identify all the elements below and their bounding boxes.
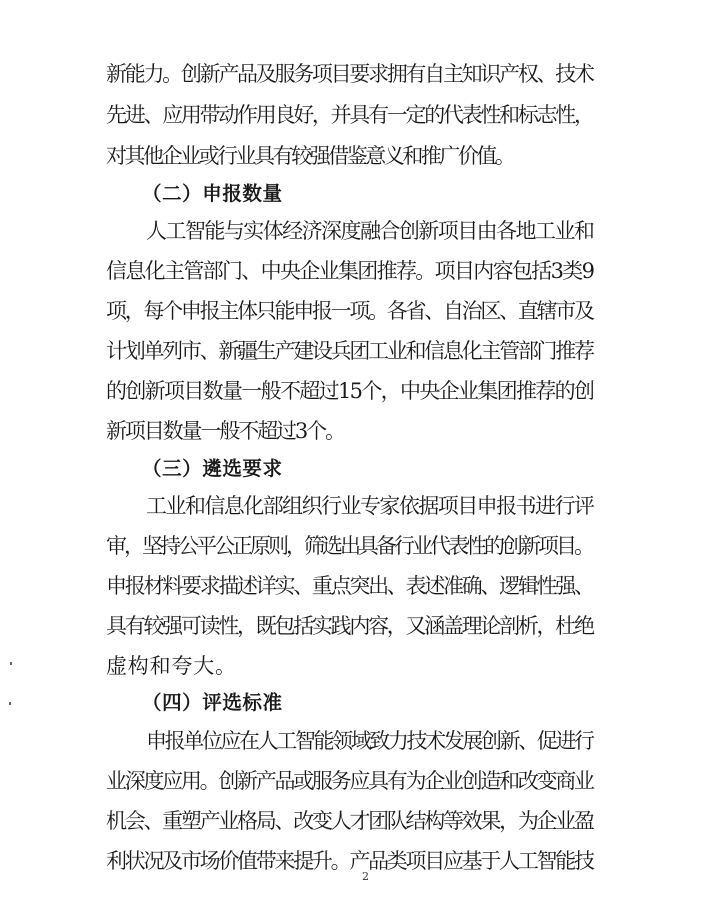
section-heading-3: （三）遴选要求	[142, 457, 283, 480]
text-line-14: 申报材料要求描述详实、重点突出、表述准确、逻辑性强、	[106, 574, 593, 598]
text-line-5: 人工智能与实体经济深度融合创新项目由各地工业和	[146, 219, 594, 243]
text-line-10: 新项目数量一般不超过3个。	[106, 419, 344, 443]
text-line-20: 机会、重塑产业格局、改变人才团队结构等效果，为企业盈	[106, 809, 593, 833]
text-line-15: 具有较强可读性，既包括实践内容，又涵盖理论剖析，杜绝	[106, 614, 593, 638]
text-line-18: 申报单位应在人工智能领域致力技术发展创新、促进行	[146, 729, 593, 753]
text-line-3: 对其他企业或行业具有较强借鉴意义和推广价值。	[106, 144, 514, 168]
text-line-7: 项，每个申报主体只能申报一项。各省、自治区、直辖市及	[106, 299, 593, 323]
text-line-16: 虚构和夸大。	[106, 654, 237, 678]
text-line-8: 计划单列市、新疆生产建设兵团工业和信息化主管部门推荐	[106, 339, 593, 363]
text-line-13: 审，坚持公平公正原则，筛选出具备行业代表性的创新项目。	[106, 534, 592, 558]
text-line-9: 的创新项目数量一般不超过15个，中央企业集团推荐的创	[106, 379, 594, 403]
text-line-2: 先进、应用带动作用良好，并具有一定的代表性和标志性，	[106, 103, 593, 127]
section-heading-4: （四）评选标准	[142, 691, 283, 714]
text-line-1: 新能力。创新产品及服务项目要求拥有自主知识产权、技术	[106, 62, 593, 86]
text-line-21: 利状况及市场价值带来提升。产品类项目应基于人工智能技	[106, 849, 593, 873]
section-heading-2: （二）申报数量	[142, 182, 283, 205]
scan-speck	[9, 702, 11, 705]
text-line-6: 信息化主管部门、中央企业集团推荐。项目内容包括3类9	[106, 259, 594, 283]
text-line-19: 业深度应用。创新产品或服务应具有为企业创造和改变商业	[106, 769, 593, 793]
page-number: 2	[362, 870, 369, 883]
text-line-12: 工业和信息化部组织行业专家依据项目申报书进行评	[146, 494, 594, 518]
scan-speck	[10, 662, 12, 665]
